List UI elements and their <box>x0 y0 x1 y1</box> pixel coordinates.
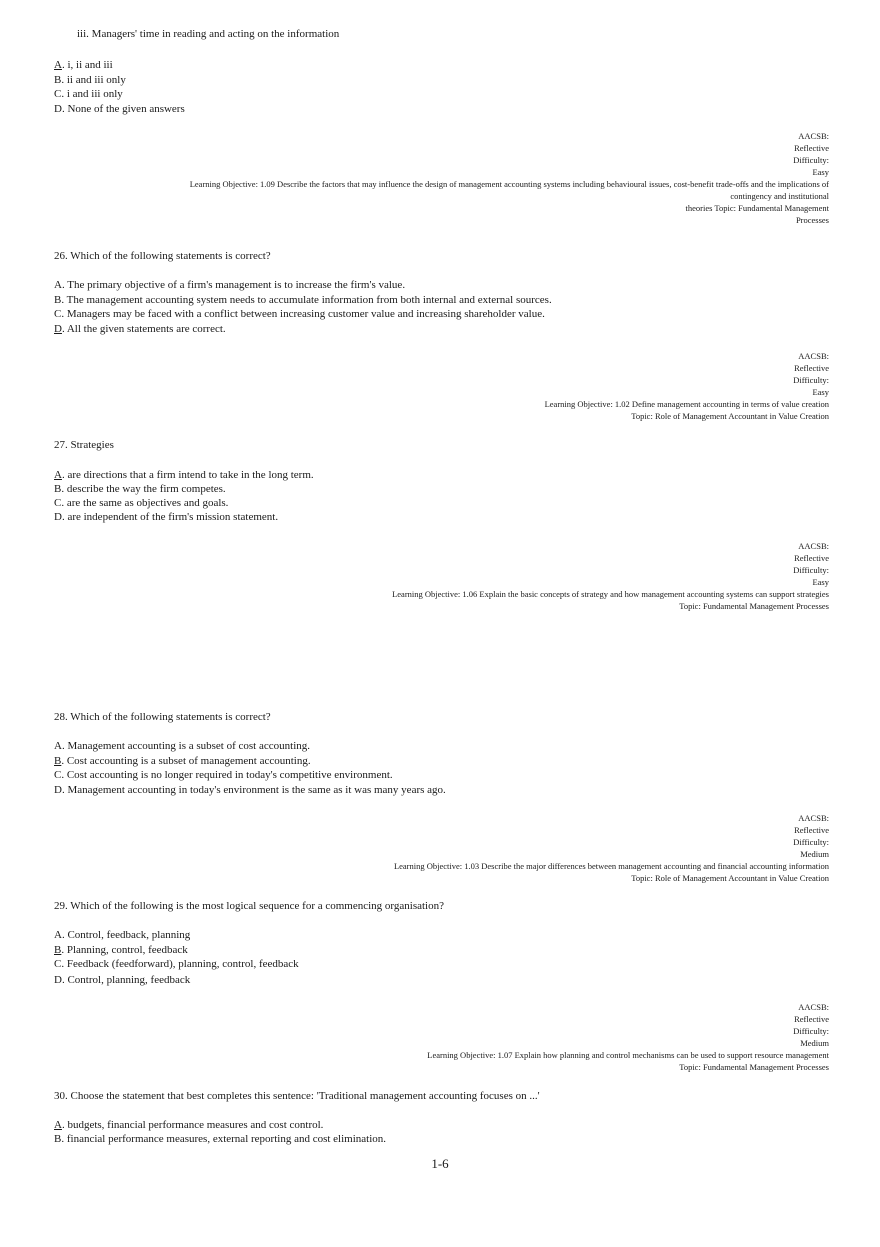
option-c <box>54 88 123 101</box>
topic: Topic: Role of Management Accountant in Value Creation <box>631 873 829 883</box>
aacsb-value: Reflective <box>794 1014 829 1024</box>
option-text: . None of the given answers <box>61 103 185 115</box>
difficulty-label: Difficulty: <box>793 155 829 165</box>
option-text: . financial performance measures, external reporting and cost elimination. <box>61 1133 387 1145</box>
question-stem: 27. Strategies <box>54 439 114 451</box>
option-text: . ii and iii only <box>61 74 126 86</box>
option-letter: A <box>54 59 62 71</box>
option-text: . Control, feedback, planning <box>61 929 191 941</box>
option-a <box>54 279 405 292</box>
option-text: . The management accounting system needs to accumulate information from both internal and external sources. <box>61 294 552 306</box>
difficulty-label: Difficulty: <box>793 565 829 575</box>
aacsb-label: AACSB: <box>798 351 829 361</box>
question-metadata <box>545 350 829 422</box>
option-c <box>54 769 393 782</box>
difficulty-value: Medium <box>800 849 829 859</box>
option-text: . Cost accounting is no longer required in today's competitive environment. <box>61 769 393 781</box>
option-d <box>54 974 190 987</box>
option-b <box>54 483 226 496</box>
option-a <box>54 59 113 72</box>
difficulty-value: Medium <box>800 1038 829 1048</box>
difficulty-label: Difficulty: <box>793 375 829 385</box>
option-text: . Cost accounting is a subset of management accounting. <box>61 755 311 767</box>
option-letter: D <box>54 323 62 335</box>
topic: Topic: Fundamental Management Processes <box>679 601 829 611</box>
aacsb-value: Reflective <box>794 143 829 153</box>
page-number: 1-6 <box>431 1156 449 1171</box>
option-d <box>54 103 185 116</box>
topic: Processes <box>795 215 829 225</box>
option-letter: A <box>54 740 62 752</box>
aacsb-label: AACSB: <box>798 131 829 141</box>
aacsb-value: Reflective <box>794 363 829 373</box>
option-letter: C <box>54 958 62 970</box>
option-text: . i and iii only <box>61 88 123 100</box>
question-metadata <box>394 812 829 884</box>
option-letter: A <box>54 1119 62 1131</box>
option-text: . Management accounting is a subset of cost accounting. <box>61 740 310 752</box>
option-text: . Feedback (feedforward), planning, control, feedback <box>61 958 299 970</box>
option-text: . are the same as objectives and goals. <box>61 497 229 509</box>
difficulty-value: Easy <box>812 387 829 397</box>
option-letter: D <box>54 974 62 986</box>
question-stem: 28. Which of the following statements is correct? <box>54 711 271 723</box>
option-a <box>54 929 190 942</box>
option-text: . are independent of the firm's mission statement. <box>61 511 279 523</box>
option-b <box>54 74 126 87</box>
aacsb-label: AACSB: <box>798 1002 829 1012</box>
topic: Topic: Fundamental Management Processes <box>679 1062 829 1072</box>
aacsb-value: Reflective <box>794 825 829 835</box>
option-letter: B <box>54 483 62 495</box>
option-letter: A <box>54 929 62 941</box>
option-letter: C <box>54 769 62 781</box>
option-letter: D <box>54 784 62 796</box>
option-letter: B <box>54 1133 62 1145</box>
question-stem: 30. Choose the statement that best completes this sentence: 'Traditional management accounting focuses on ...' <box>54 1090 540 1102</box>
option-b <box>54 755 311 768</box>
option-text: . Management accounting in today's environment is the same as it was many years ago. <box>61 784 446 796</box>
option-text: . All the given statements are correct. <box>61 323 226 335</box>
aacsb-value: Reflective <box>794 553 829 563</box>
difficulty-value: Easy <box>812 577 829 587</box>
option-letter: A <box>54 279 62 291</box>
option-b <box>54 294 552 307</box>
option-letter: B <box>54 74 62 86</box>
topic: Topic: Role of Management Accountant in Value Creation <box>631 411 829 421</box>
learning-objective: Learning Objective: 1.06 Explain the basic concepts of strategy and how management accounting systems can support strategies <box>392 589 829 599</box>
aacsb-label: AACSB: <box>798 541 829 551</box>
question-stem: 26. Which of the following statements is correct? <box>54 250 271 262</box>
option-letter: D <box>54 511 62 523</box>
option-text: . i, ii and iii <box>61 59 113 71</box>
learning-objective-cont: contingency and institutional <box>730 191 829 201</box>
option-a <box>54 1119 323 1132</box>
option-text: . are directions that a firm intend to take in the long term. <box>61 469 314 481</box>
learning-objective: Learning Objective: 1.09 Describe the factors that may influence the design of management accounting systems including behavioural issues, cost-benefit trade-offs and the implications of <box>189 179 829 189</box>
option-letter: C <box>54 308 62 320</box>
question-metadata <box>190 130 829 226</box>
question-metadata <box>427 1001 829 1073</box>
difficulty-value: Easy <box>812 167 829 177</box>
option-d <box>54 511 278 524</box>
learning-objective: Learning Objective: 1.07 Explain how planning and control mechanisms can be used to support resource management <box>427 1050 829 1060</box>
option-letter: B <box>54 755 62 767</box>
option-text: . The primary objective of a firm's management is to increase the firm's value. <box>61 279 406 291</box>
question-stem: 29. Which of the following is the most logical sequence for a commencing organisation? <box>54 900 444 912</box>
question-metadata <box>392 540 829 612</box>
option-letter: B <box>54 294 62 306</box>
question-item-iii: iii. Managers' time in reading and acting on the information <box>77 28 340 40</box>
option-text: . describe the way the firm competes. <box>61 483 226 495</box>
option-letter: D <box>54 103 62 115</box>
option-b <box>54 944 188 957</box>
option-text: . budgets, financial performance measures and cost control. <box>61 1119 324 1131</box>
option-d <box>54 323 226 336</box>
option-text: . Managers may be faced with a conflict between increasing customer value and increasing shareholder value. <box>61 308 545 320</box>
aacsb-label: AACSB: <box>798 813 829 823</box>
learning-objective: Learning Objective: 1.03 Describe the major differences between management accounting and financial accounting information <box>393 861 829 871</box>
option-letter: B <box>54 944 62 956</box>
option-letter: C <box>54 497 62 509</box>
difficulty-label: Difficulty: <box>793 837 829 847</box>
option-text: . Planning, control, feedback <box>61 944 188 956</box>
learning-objective: Learning Objective: 1.02 Define management accounting in terms of value creation <box>544 399 829 409</box>
learning-objective-cont: theories Topic: Fundamental Management <box>685 203 829 213</box>
option-letter: A <box>54 469 62 481</box>
option-c <box>54 308 545 321</box>
option-c <box>54 958 299 971</box>
option-text: . Control, planning, feedback <box>61 974 191 986</box>
option-a <box>54 740 310 753</box>
option-letter: C <box>54 88 62 100</box>
option-a <box>54 469 314 482</box>
difficulty-label: Difficulty: <box>793 1026 829 1036</box>
option-d <box>54 784 446 797</box>
option-c <box>54 497 228 510</box>
option-b <box>54 1133 386 1146</box>
